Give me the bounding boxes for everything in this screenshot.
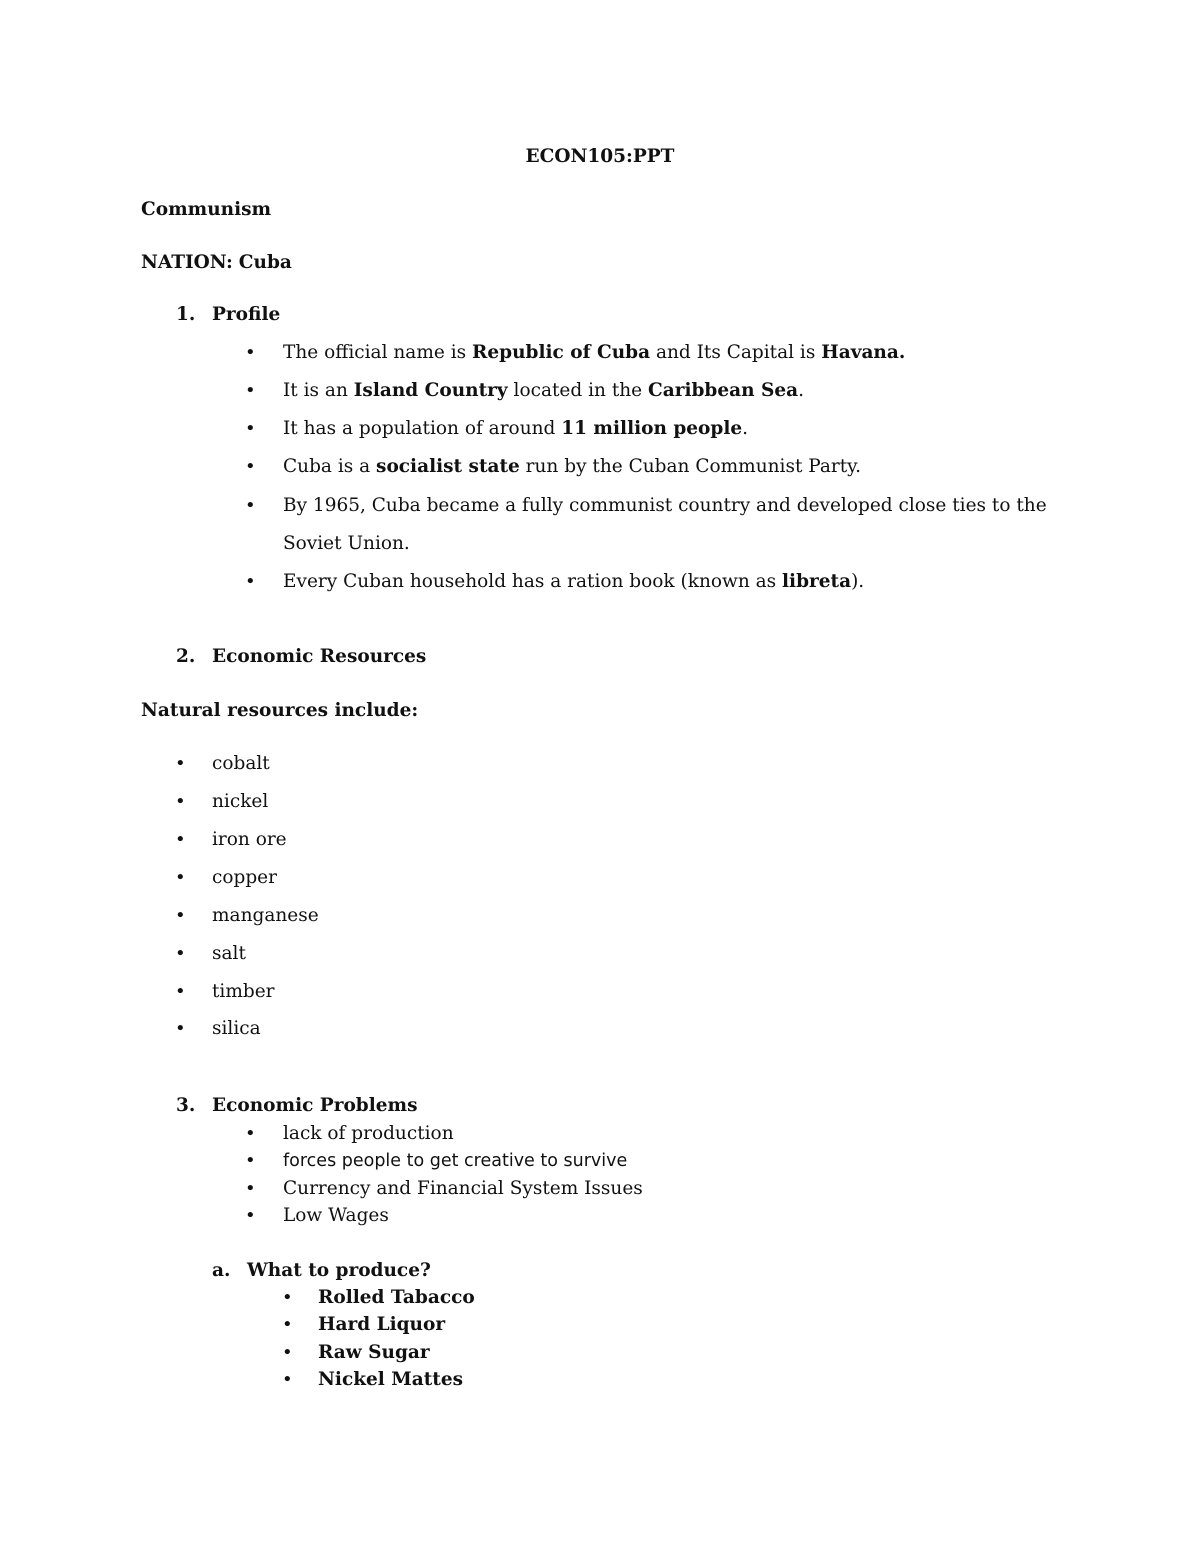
profile-bullet-6 xyxy=(283,570,864,594)
text: It is an xyxy=(283,380,354,401)
text: The official name is xyxy=(283,342,472,363)
text: located in the xyxy=(507,380,648,401)
topic-heading: Communism xyxy=(141,199,272,220)
text: . xyxy=(742,418,749,439)
profile-bullet-3 xyxy=(283,417,748,441)
bold-text: Caribbean Sea xyxy=(648,380,799,401)
resources-intro: Natural resources include: xyxy=(141,700,419,721)
bullet-icon: • xyxy=(175,791,186,812)
bullet-icon: • xyxy=(175,981,186,1002)
section-number: 2. xyxy=(176,646,196,667)
bullet-icon: • xyxy=(282,1342,293,1363)
bullet-icon: • xyxy=(245,342,256,363)
bullet-icon: • xyxy=(245,1178,256,1199)
text: . xyxy=(798,380,805,401)
nation-value: Cuba xyxy=(238,252,292,273)
document-title: ECON105:PPT xyxy=(525,146,675,167)
bullet-icon: • xyxy=(245,456,256,477)
bullet-icon: • xyxy=(245,571,256,592)
subsection-letter: a. xyxy=(212,1260,231,1281)
product-item: Hard Liquor xyxy=(318,1314,446,1335)
product-item: Raw Sugar xyxy=(318,1342,430,1363)
text: It has a population of around xyxy=(283,418,562,439)
bullet-icon: • xyxy=(245,1150,256,1171)
text: Every Cuban household has a ration book (known as xyxy=(283,571,783,592)
bullet-icon: • xyxy=(282,1287,293,1308)
resource-item: salt xyxy=(212,943,246,964)
bold-text: libreta xyxy=(782,571,852,592)
section-heading-problems: Economic Problems xyxy=(212,1095,418,1116)
subsection-heading: What to produce? xyxy=(247,1260,431,1281)
bullet-icon: • xyxy=(245,380,256,401)
bullet-icon: • xyxy=(175,905,186,926)
bold-text: socialist state xyxy=(376,456,520,477)
resource-item: iron ore xyxy=(212,829,287,850)
bullet-icon: • xyxy=(245,1205,256,1226)
section-number: 3. xyxy=(176,1095,196,1116)
profile-bullet-2 xyxy=(283,379,804,403)
profile-bullet-4 xyxy=(283,455,861,479)
bullet-icon: • xyxy=(175,829,186,850)
bullet-icon: • xyxy=(282,1369,293,1390)
product-item: Nickel Mattes xyxy=(318,1369,464,1390)
problem-item: Currency and Financial System Issues xyxy=(283,1178,643,1199)
resource-item: cobalt xyxy=(212,753,270,774)
resource-item: timber xyxy=(212,981,275,1002)
nation-label: NATION: xyxy=(141,252,233,273)
bullet-icon: • xyxy=(245,1123,256,1144)
resource-item: manganese xyxy=(212,905,319,926)
nation-line xyxy=(141,251,292,275)
product-item: Rolled Tabacco xyxy=(318,1287,475,1308)
bold-text: Republic of Cuba xyxy=(472,342,651,363)
resource-item: copper xyxy=(212,867,277,888)
problem-item: lack of production xyxy=(283,1123,454,1144)
resource-item: nickel xyxy=(212,791,269,812)
text: and Its Capital is xyxy=(650,342,822,363)
bullet-icon: • xyxy=(175,1018,186,1039)
profile-bullet-5-line-2: Soviet Union. xyxy=(283,533,410,554)
bullet-icon: • xyxy=(175,867,186,888)
text: Cuba is a xyxy=(283,456,377,477)
problem-item: forces people to get creative to survive xyxy=(283,1151,628,1171)
text: ). xyxy=(851,571,865,592)
bullet-icon: • xyxy=(175,943,186,964)
profile-bullet-5-line-1: By 1965, Cuba became a fully communist country and developed close ties to the xyxy=(283,495,1047,516)
profile-bullet-1 xyxy=(283,341,905,365)
bold-text: Havana. xyxy=(821,342,906,363)
section-heading-profile: Profile xyxy=(212,304,281,325)
bullet-icon: • xyxy=(245,418,256,439)
bullet-icon: • xyxy=(175,753,186,774)
bold-text: 11 million people xyxy=(561,418,743,439)
section-number: 1. xyxy=(176,304,196,325)
resource-item: silica xyxy=(212,1018,261,1039)
bullet-icon: • xyxy=(245,495,256,516)
bullet-icon: • xyxy=(282,1314,293,1335)
problem-item: Low Wages xyxy=(283,1205,389,1226)
text: run by the Cuban Communist Party. xyxy=(519,456,862,477)
bold-text: Island Country xyxy=(353,380,508,401)
section-heading-resources: Economic Resources xyxy=(212,646,427,667)
